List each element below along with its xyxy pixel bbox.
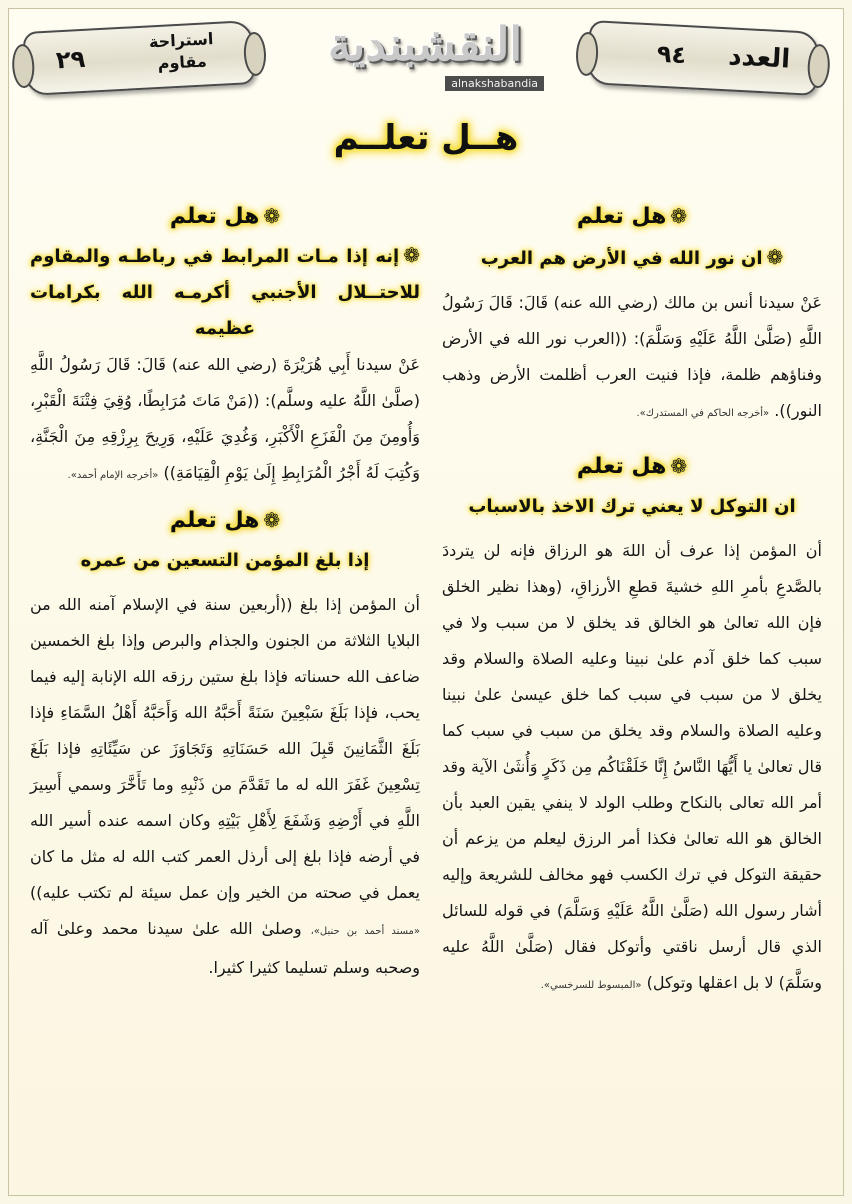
- flower-bullet-icon: ❁: [263, 508, 281, 532]
- section-subheading: إذا بلغ المؤمن التسعين من عمره: [80, 550, 370, 571]
- citation: «أخرجه الإمام أحمد».: [67, 470, 159, 481]
- page-title: هــل تعلــم: [333, 118, 519, 158]
- issue-number: ٩٤: [656, 39, 687, 70]
- section-subheading: [442, 237, 822, 279]
- page-number: ٢٩: [55, 44, 86, 75]
- subheading-text: إنه إذا مـات المرابط في رباطـه والمقاوم للاحتــلال الأجنبي أكرمـه الله بكرامات عظيمه: [30, 246, 420, 339]
- section-subheading: ان التوكل لا يعني ترك الاخذ بالاسباب: [468, 496, 796, 517]
- article-paragraph: [30, 587, 420, 986]
- logo-subtitle: alnakshabandia: [445, 76, 544, 91]
- article-paragraph: [442, 533, 822, 1004]
- issue-label: العدد: [727, 41, 791, 75]
- section-subheading: [30, 237, 420, 347]
- heading-text: هل تعلم: [576, 454, 667, 479]
- paragraph-text: عَنْ سيدنا أَبِي هُرَيْرَةَ (رضي الله عنه) قَالَ: قَالَ رَسُولُ اللَّهِ (صلَّىٰ اللَّهُ عليه وسلَّم): ((مَنْ مَاتَ مُرَابِطًا، وُقِيَ فِتْنَةَ الْقَبْرِ، وَأُومِنَ مِنَ الْفَزَعِ الْأَكْبَرِ، وَغُدِيَ عَلَيْهِ، وَرِيحَ بِرِزْقِهِ مِنَ الْجَنَّةِ، وَكُتِبَ لَهُ أَجْرُ الْمُرَابِطِ إِلَىٰ يَوْمِ الْقِيَامَةِ)): [30, 355, 420, 482]
- scroll-curl: [807, 44, 831, 89]
- flower-bullet-icon: ❁: [403, 243, 420, 267]
- section-heading: [30, 500, 420, 541]
- logo-text: النقشبندية: [327, 17, 523, 71]
- closing-text: وصلىٰ الله علىٰ سيدنا محمد وعلىٰ آله وصحبه وسلم تسليما كثيرا كثيرا.: [30, 919, 420, 977]
- header: [0, 0, 852, 120]
- scroll-curl: [11, 44, 35, 89]
- right-column: [442, 196, 822, 1004]
- heading-text: هل تعلم: [169, 204, 260, 229]
- left-column: [30, 196, 420, 986]
- section-name: استراحة مقاوم: [148, 29, 214, 74]
- flower-bullet-icon: ❁: [766, 245, 784, 269]
- issue-scroll: [586, 20, 819, 96]
- paragraph-text: أن المؤمن إذا بلغ ((أربعين سنة في الإسلام آمنه الله من البلايا الثلاثة من الجنون والجذام والبرص وإذا بلغ الخمسين ضاعف الله حسناته فإذا بلغ ستين رزقه الله الإنابة إليه فيما يحب، فإذا بَلَغَ سَبْعِينَ سَنَةً أَحَبَّهُ الله وَأَحَبَّهُ أَهْلُ السَّمَاءِ فإذا بَلَغَ الثَّمَانِينَ قَبِلَ الله حَسَنَاتِهِ وَتَجَاوَزَ عن سَيِّئَاتِهِ فإذا بَلَغَ تِسْعِينَ غَفَرَ الله له ما تَقَدَّمَ من ذَنْبِهِ وما تَأَخَّرَ وسمي أَسِيرَ اللَّهِ في أَرْضِهِ وَشَفَعَ لِأَهْلِ بَيْتِهِ وكان اسمه عنده أسير الله في أرضه فإذا بلغ إلى أرذل العمر كتب الله له مثل ما كان يعمل في صحته من الخير وإن عمل سيئة لم تكتب عليه)): [30, 595, 420, 902]
- paragraph-text: عَنْ سيدنا أنس بن مالك (رضي الله عنه) قَالَ: قَالَ رَسُولُ اللَّهِ (صَلَّىٰ اللَّهُ عَلَيْهِ وَسَلَّمَ): ((العرب نور الله في الأرض وفناؤهم ظلمة، فإذا فنيت العرب أظلمت الأرض وذهب النور)).: [442, 293, 822, 420]
- heading-text: هل تعلم: [169, 508, 260, 533]
- citation: «أخرجه الحاكم في المستدرك».: [636, 408, 770, 419]
- scroll-curl: [243, 31, 267, 76]
- flower-bullet-icon: ❁: [263, 204, 281, 228]
- article-paragraph: [442, 285, 822, 432]
- page-scroll: [22, 20, 255, 96]
- flower-bullet-icon: ❁: [670, 204, 688, 228]
- scroll-curl: [575, 31, 599, 76]
- section-heading: [442, 196, 822, 237]
- paragraph-text: أن المؤمن إذا عرف أن اللهَ هو الرزاق فإنه لن يترددَ بالصَّدعِ بأمرِ اللهِ خشيةَ قطعِ الأرزاقِ، (وهذا نظير الخلق فإن الله تعالىٰ هو الخالق قد يخلق لا من سبب ولا في سبب كما خلق آدم علىٰ نبينا وعليه الصلاة والسلام وقد يخلق لا من سبب في سبب كما خلق عيسىٰ علىٰ نبينا وعليه الصلاة والسلام وقد يخلق من سبب في سبب كما قال تعالىٰ يا أَيُّهَا النَّاسُ إِنَّا خَلَقْنَاكُم مِن ذَكَرٍ وَأُنثَىٰ الآية وقد أمر الله تعالى بالنكاح وطلب الولد لا ينفي يقين العبد بأن الخالق هو الله تعالىٰ فكذا أمر الرزق ليعلم من يزعم أن حقيقة التوكل في ترك الكسب فهو مخالف للشريعة وإليه أشار رسول الله (صَلَّىٰ اللَّهُ عَلَيْهِ وَسَلَّمَ) في قوله للسائل الذي قال أرسل ناقتي وأتوكل فقال (صَلَّىٰ اللَّهُ عليه وسَلَّمَ) لا بل اعقلها وتوكل): [442, 541, 822, 992]
- citation: «المبسوط للسرخسي».: [540, 980, 642, 991]
- section-heading: [30, 196, 420, 237]
- flower-bullet-icon: ❁: [670, 454, 688, 478]
- article-paragraph: [30, 347, 420, 494]
- subheading-text: ان نور الله في الأرض هم العرب: [480, 248, 763, 269]
- heading-text: هل تعلم: [576, 204, 667, 229]
- section-heading: [442, 446, 822, 487]
- citation: «مسند أحمد بن حنبل»،: [310, 926, 420, 937]
- magazine-logo: [300, 12, 550, 102]
